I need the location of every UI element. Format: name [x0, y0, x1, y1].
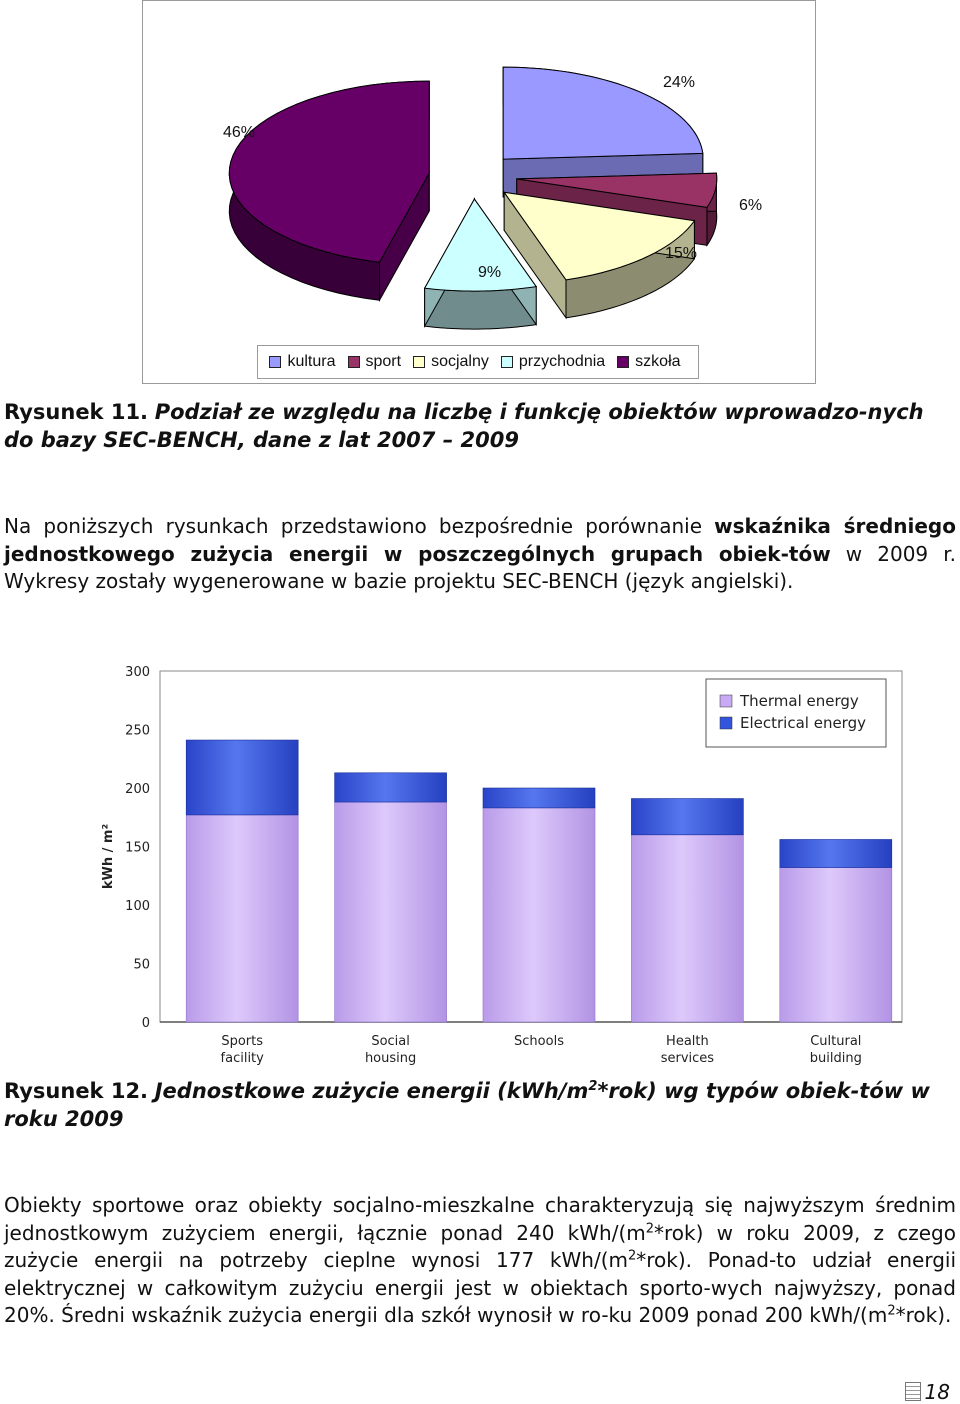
pie-chart-frame [142, 0, 816, 384]
y-tick-label: 300 [125, 665, 150, 680]
caption-text-a: Jednostkowe zużycie energii (kWh/m [154, 1079, 589, 1103]
legend-swatch [720, 695, 732, 707]
caption-label: Rysunek 11. [4, 400, 149, 424]
bar-thermal [780, 868, 892, 1022]
figure-11-caption [4, 398, 956, 454]
legend-label: socjalny [431, 353, 489, 370]
x-tick-label: facility [220, 1051, 264, 1066]
legend-label: szkoła [635, 353, 681, 370]
page-number [905, 1380, 950, 1404]
legend-swatch [413, 356, 425, 368]
y-tick-label: 200 [125, 782, 150, 797]
caption-text-b: *rok) wg typów obiek-tów w roku 2009 [4, 1079, 930, 1131]
legend-swatch [348, 356, 360, 368]
legend-swatch [501, 356, 513, 368]
legend-swatch [269, 356, 281, 368]
sup: 2 [627, 1248, 637, 1264]
caption-text: Podział ze względu na liczbę i funkcję obiektów wprowadzo-nych do bazy SEC-BENCH, dane z lat 2007 – 2009 [4, 400, 924, 452]
pie-legend-item [348, 353, 402, 371]
y-tick-label: 100 [125, 899, 150, 914]
closing-text-c: *rok). Ponad-to udział energii elektrycznej w całkowitym zużyciu energii jest w obiektach sporto-wych najwyższy, ponad 20%. Średni wskaźnik zużycia energii dla szkół wynosił w ro-ku 2009 ponad 200 kWh/(m [4, 1248, 956, 1327]
pie-label: 15% [665, 245, 698, 262]
legend-label: Electrical energy [740, 714, 866, 732]
closing-text-b: *rok) w roku 2009, z czego zużycie energii na potrzeby cieplne wynosi 177 kWh/(m [4, 1220, 956, 1272]
y-tick-label: 50 [133, 957, 150, 973]
pie-legend-item [413, 353, 489, 371]
pie-chart [143, 1, 815, 383]
sup: 2 [887, 1303, 896, 1319]
bar-legend [706, 679, 886, 747]
figure-12-caption [4, 1077, 956, 1133]
bar-thermal [335, 802, 447, 1022]
x-tick-label: Health [666, 1034, 709, 1049]
bar-chart [92, 658, 912, 1068]
bar-thermal [631, 835, 743, 1022]
legend-label: Thermal energy [740, 692, 859, 710]
closing-text-d: *rok). [895, 1303, 952, 1327]
bar-electrical [186, 740, 298, 815]
closing-paragraph [4, 1192, 956, 1330]
pie-slice-4 [229, 81, 429, 300]
legend-swatch [617, 356, 629, 368]
pie-label: 24% [663, 74, 696, 91]
pie-legend-item [501, 353, 605, 371]
x-tick-label: Social [371, 1034, 410, 1049]
sup: 2 [645, 1220, 655, 1236]
bar-thermal [186, 815, 298, 1022]
y-tick-label: 150 [125, 840, 150, 856]
pie-label: 46% [223, 124, 256, 141]
intro-paragraph [4, 513, 956, 596]
closing-text-a: Obiekty sportowe oraz obiekty socjalno-mieszkalne charakteryzują się najwyższym średnim jednostkowym zużyciem energii, łącznie ponad 240 kWh/(m [4, 1193, 956, 1245]
pie-label: 6% [739, 197, 763, 214]
pie-legend-item [269, 353, 335, 371]
x-tick-label: services [660, 1051, 715, 1066]
intro-text-1: Na poniższych rysunkach przedstawiono bezpośrednie porównanie [4, 514, 715, 538]
document-icon [905, 1382, 921, 1401]
caption-label: Rysunek 12. [4, 1079, 149, 1103]
y-tick-label: 0 [141, 1016, 150, 1031]
x-tick-label: housing [364, 1051, 417, 1066]
bar-electrical [780, 839, 892, 867]
caption-sup: 2 [588, 1079, 598, 1094]
y-tick-label: 250 [125, 723, 150, 739]
y-axis-label: kWh / m² [101, 823, 116, 890]
x-tick-label: Schools [514, 1034, 564, 1049]
legend-label: przychodnia [518, 353, 606, 370]
bar-electrical [483, 788, 595, 808]
x-tick-label: building [809, 1051, 862, 1066]
bar-electrical [631, 799, 743, 835]
page-number-text: 18 [924, 1380, 950, 1404]
x-tick-label: Sports [221, 1034, 264, 1049]
x-tick-label: Cultural [810, 1034, 862, 1049]
bar-electrical [335, 773, 447, 802]
pie-legend [257, 345, 699, 379]
legend-swatch [720, 717, 732, 729]
intro-text-bold: wskaźnika średniego jednostkowego zużycia energii w poszczególnych grupach obiek-tów [4, 514, 956, 566]
bar-thermal [483, 808, 595, 1022]
legend-label: sport [365, 353, 402, 370]
intro-text-2: w 2009 r. Wykresy zostały wygenerowane w bazie projektu SEC-BENCH (język angielski). [4, 541, 956, 593]
legend-label: kultura [287, 353, 336, 370]
pie-label: 9% [478, 264, 502, 281]
pie-legend-item [617, 353, 680, 371]
